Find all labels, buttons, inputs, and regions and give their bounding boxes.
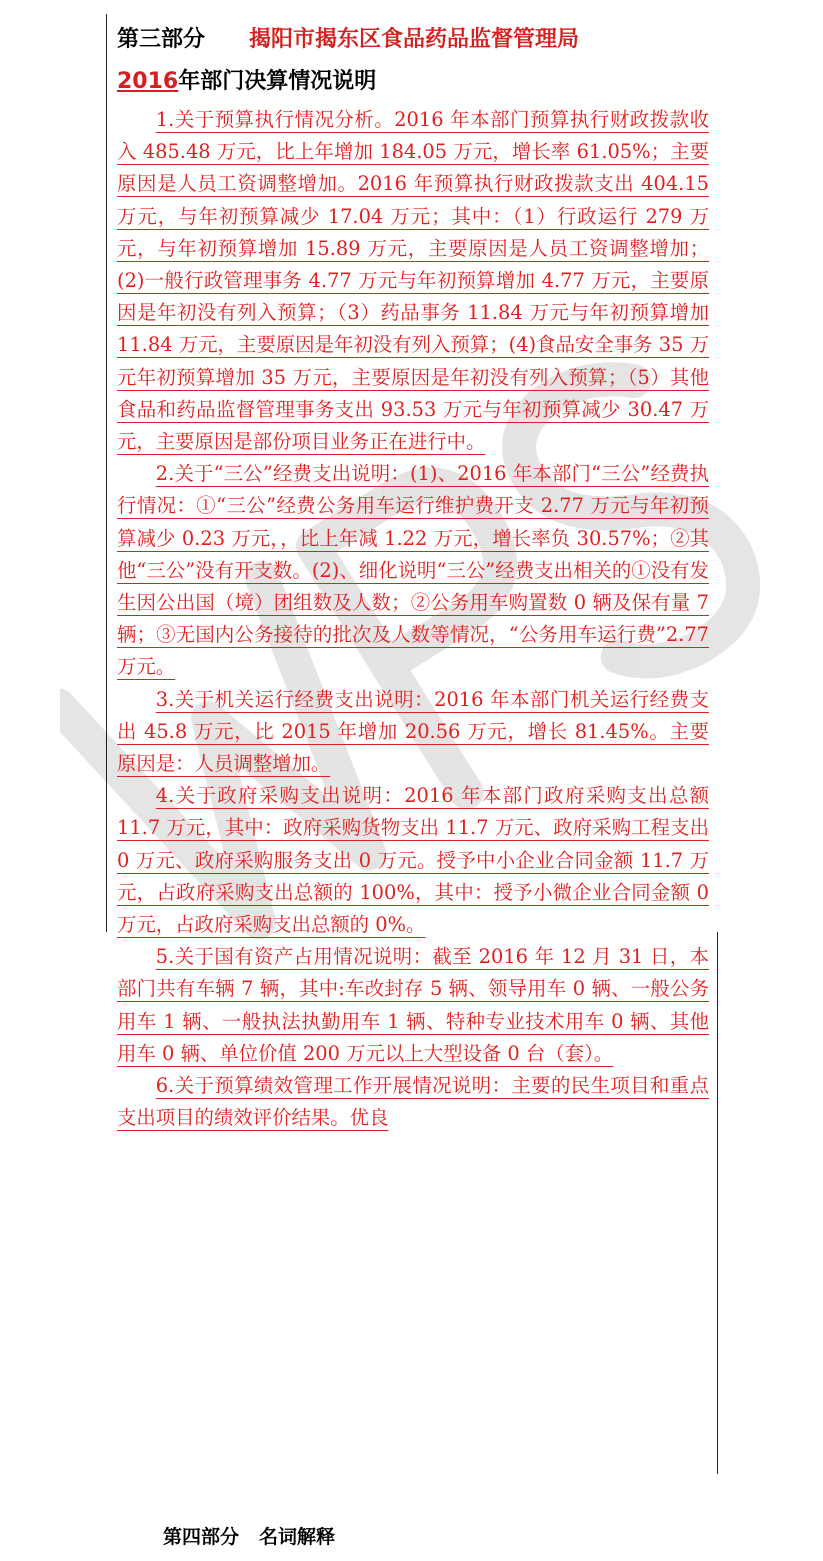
paragraph-three-public-expenses: 2.关于“三公”经费支出说明：(1)、2016 年本部门“三公”经费执行情况：①“三公”经费公务用车运行维护费开支 2.77 万元与年初预算减少 0.23 万元，，比上年减 1.22 万元，增长率负 30.57%；②其他“三公”没有开支数。(2)、细化说明“三公”经费支出相关的①没有发生因公出国（境）团组数及人数；②公务用车购置数 0 辆及保有量 7 辆；③无国内公务接待的批次及人数等情况，“公务用车运行费”2.77 万元。 [117, 462, 709, 679]
paragraph-operating-expenses: 3.关于机关运行经费支出说明：2016 年本部门机关运行经费支出 45.8 万元，比 2015 年增加 20.56 万元，增长 81.45%。主要原因是：人员调整增加。 [117, 687, 709, 776]
section-three-year: 2016 [117, 69, 179, 94]
section-four-title: 名词解释 [259, 1526, 336, 1548]
paragraph-budget-execution: 1.关于预算执行情况分析。2016 年本部门预算执行财政拨款收入 485.48 万元，比上年增加 184.05 万元，增长率 61.05%；主要原因是人员工资调整增加。2016 年预算执行财政拨款支出 404.15 万元，与年初预算减少 17.04 万元；其中：（1）行政运行 279 万元，与年初预算增加 15.89 万元，主要原因是人员工资调整增加；(2)一般行政管理事务 4.77 万元与年初预算增加 4.77 万元，主要原因是年初没有列入预算；（3）药品事务 11.84 万元与年初预算增加 11.84 万元，主要原因是年初没有列入预算；(4)食品安全事务 35 万元年初预算增加 35 万元，主要原因是年初没有列入预算；（5）其他食品和药品监督管理事务支出 93.53 万元与年初预算减少 30.47 万元，主要原因是部份项目业务正在进行中。 [117, 108, 709, 454]
section-three-subtitle: 年部门决算情况说明 [178, 69, 377, 94]
section-three-heading [117, 22, 717, 53]
paragraph-performance-management: 6.关于预算绩效管理工作开展情况说明：主要的民生项目和重点支出项目的绩效评价结果。优良 [117, 1074, 709, 1130]
paragraph-government-procurement: 4.关于政府采购支出说明：2016 年本部门政府采购支出总额 11.7 万元，其中：政府采购货物支出 11.7 万元、政府采购工程支出 0 万元、政府采购服务支出 0 万元。授予中小企业合同金额 11.7 万元，占政府采购支出总额的 100%，其中：授予小微企业合同金额 0 万元，占政府采购支出总额的 0%。 [117, 784, 709, 937]
revision-bar-left [106, 14, 107, 932]
paragraph-state-assets: 5.关于国有资产占用情况说明：截至 2016 年 12 月 31 日，本部门共有车辆 7 辆，其中:车改封存 5 辆、领导用车 0 辆、一般公务用车 1 辆、一般执法执勤用车 1 辆、特种专业技术用车 0 辆、其他用车 0 辆、单位价值 200 万元以上大型设备 0 台（套）。 [117, 945, 709, 1065]
document-body [117, 104, 709, 1135]
section-three-title: 揭阳市揭东区食品药品监督管理局 [249, 27, 580, 52]
section-four-label: 第四部分 [163, 1526, 240, 1548]
section-three-label: 第三部分 [117, 27, 206, 52]
revision-bar-right [717, 932, 718, 1474]
section-four-heading [163, 1522, 335, 1549]
section-three-heading-line2 [117, 64, 717, 95]
